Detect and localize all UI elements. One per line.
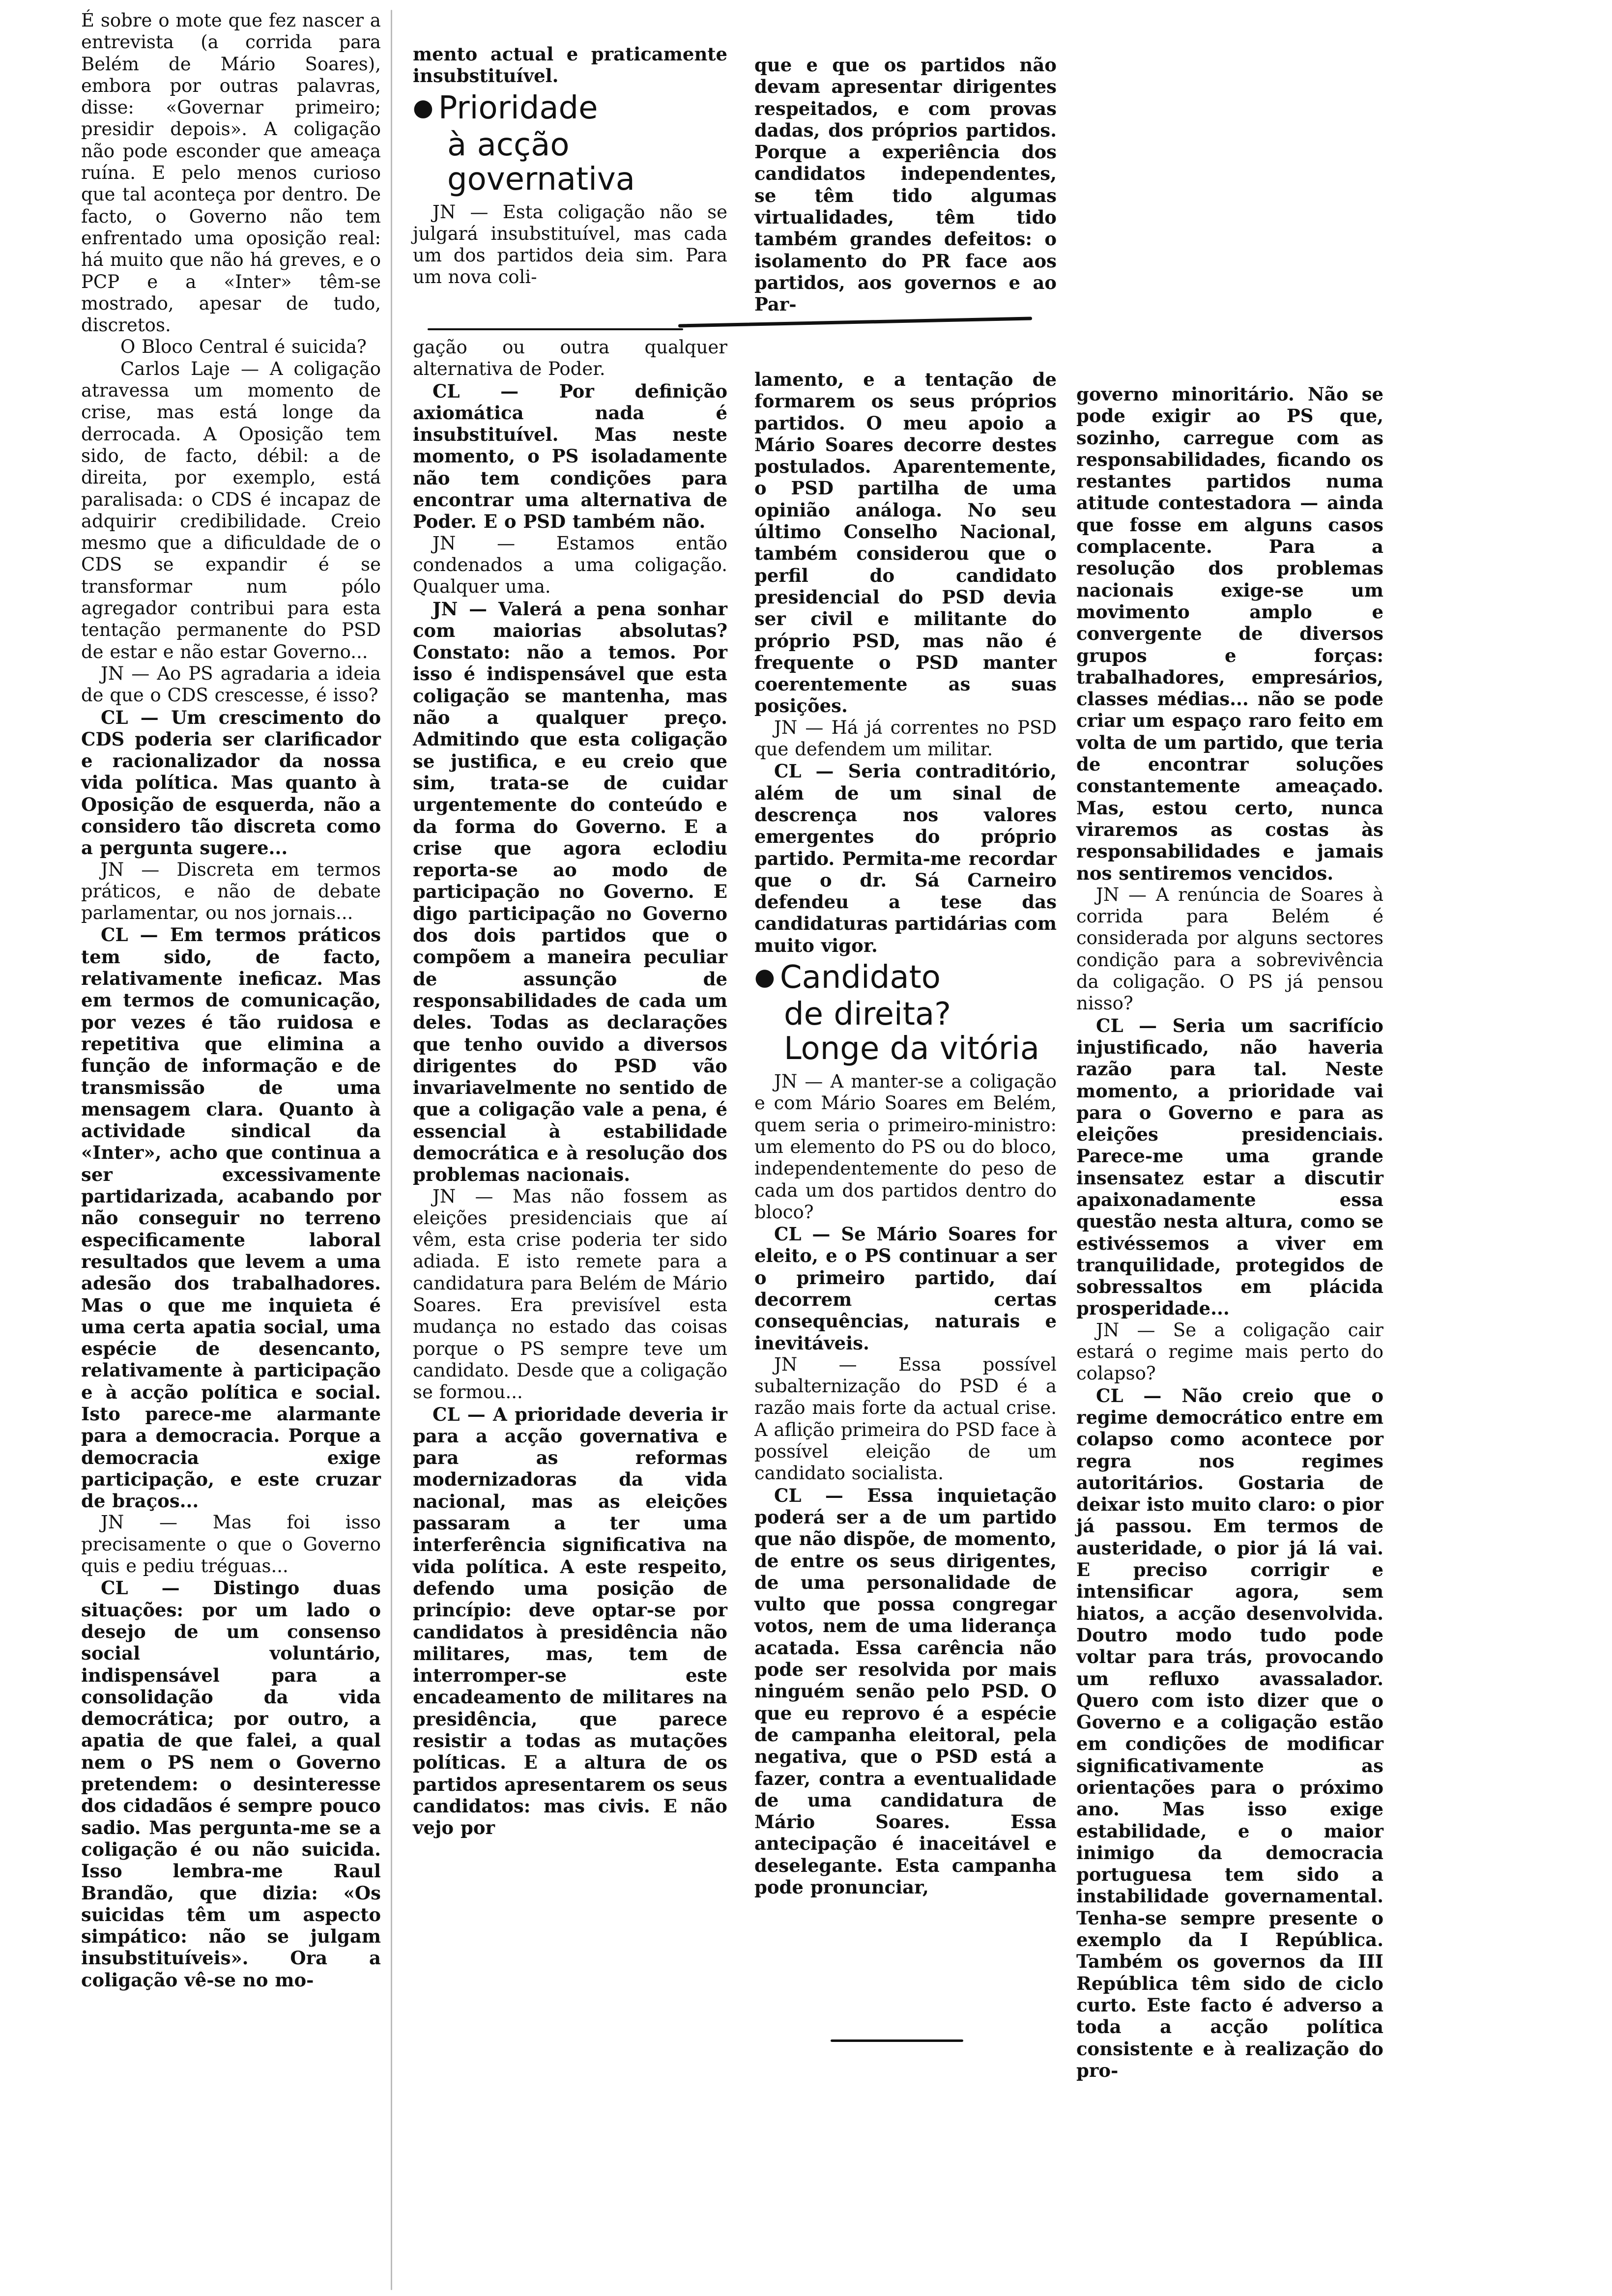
question-paragraph: JN — Se a coligação cair estará o regime mais perto do colapso?	[1076, 1319, 1383, 1384]
answer-paragraph: CL — A prioridade deveria ir para a acção governativa e para as reformas modernizadoras da vida nacional, mas as eleições passaram a ter uma interferência significativa na vida política. A este respeito, defendo uma posição de princípio: deve optar-se por candidatos à presidência não militares, mas, tem de interromper-se este encadeamento de militares na presidência, que parece resistir a todas as mutações políticas. E a altura de os partidos apresentarem os seus candidatos: mas civis. E não vejo por	[413, 1403, 727, 1839]
answer-paragraph: CL — Em termos práticos tem sido, de facto, relativamente ineficaz. Mas em termos de comunicação, por vezes é tão ruidosa e repetitiva que elimina a função de informação e de transmissão de uma mensagem clara. Quanto à actividade sindical da «Inter», acho que continua a ser excessivamente partidarizada, acabando por não conseguir no terreno especificamente laboral resultados que levem a uma adesão dos trabalhadores. Mas o que me inquieta é uma certa apatia social, uma espécie de desencanto, relativamente à participação e à acção política e social. Isto parece-me alarmante para a democracia. Porque a democracia exige participação, e este cruzar de braços...	[81, 924, 381, 1512]
answer-paragraph: CL — Distingo duas situações: por um lado o desejo de um consenso social voluntário, indispensável para a consolidação da vida democrática; por outro, a apatia de que falei, a qual nem o PS nem o Governo pretendem: o desinteresse dos cidadãos é sempre pouco sadio. Mas pergunta-me se a coligação é ou não suicida. Isso lembra-me Raul Brandão, que dizia: «Os suicidas têm um aspecto simpático: não se julgam insubstituíveis». Ora a coligação vê-se no mo-	[81, 1577, 381, 1991]
question-paragraph: JN — Estamos então condenados a uma coligação. Qualquer uma.	[413, 532, 727, 598]
column-2-top	[413, 43, 727, 288]
answer-paragraph: CL — Um crescimento do CDS poderia ser clarificador e racionalizador da nossa vida política. Mas quanto à Oposição de esquerda, não a considero tão discreta como a pergunta sugere...	[81, 706, 381, 859]
subheading-prioridade: ● Prioridade à acção governativa	[413, 89, 635, 198]
intro-paragraph: É sobre o mote que fez nascer a entrevista (a corrida para Belém de Mário Soares), embora por outras palavras, disse: «Governar primeiro; presidir depois». A coligação não pode esconder que ameaça ruína. E pelo menos curioso que tal aconteça por dentro. De facto, o Governo não tem enfrentado uma oposição real: há muito que não há greves, e o PCP e a «Inter» têm-se mostrado, apesar de tudo, discretos.	[81, 10, 381, 336]
bullet-icon: ●	[754, 963, 775, 991]
column-3	[754, 369, 1057, 1898]
section-divider	[428, 328, 683, 330]
answer-paragraph: CL — Se Mário Soares for eleito, e o PS continuar a ser o primeiro partido, daí decorrem certas consequências, naturais e inevitáveis.	[754, 1223, 1057, 1354]
continuation-paragraph: lamento, e a tentação de formarem os seus próprios partidos. O meu apoio a Mário Soares decorre destes postulados. Aparentemente, o PSD partilha de uma opinião análoga. No seu último Conselho Nacional, também considerou que o perfil do candidato presidencial do PSD devia ser civil e militante do próprio PSD, mas não é frequente o PSD manter coerentemente as suas posições.	[754, 369, 1057, 717]
column-1	[81, 10, 381, 1991]
column-3-top	[754, 54, 1057, 316]
question-paragraph: JN — Discreta em termos práticos, e não de debate parlamentar, ou nos jornais...	[81, 859, 381, 924]
answer-paragraph: CL — Não creio que o regime democrático entre em colapso como acontece por regra nos regimes autoritários. Gostaria de deixar isto muito claro: o pior já passou. Em termos de austeridade, o pior já lá vai. E preciso corrigir e intensificar agora, sem hiatos, a acção desenvolvida. Doutro modo tudo pode voltar para trás, provocando um refluxo avassalador. Quero com isto dizer que o Governo e a coligação estão em condições de modificar significativamente as orientações para o próximo ano. Mas isso exige estabilidade, e o maior inimigo da democracia portuguesa tem sido a instabilidade governamental. Tenha-se sempre presente o exemplo da I República. Também os governos da III República têm sido de ciclo curto. Este facto é adverso a toda a acção política consistente e à realização do pro-	[1076, 1384, 1383, 2081]
continuation-paragraph: que e que os partidos não devam apresentar dirigentes respeitados, e com provas dadas, dos próprios partidos. Porque a experiência dos candidatos independentes, se têm tido algumas virtualidades, têm tido também grandes defeitos: o isolamento do PR face aos partidos, aos governos e ao Par-	[754, 54, 1057, 316]
question-bloco-central: O Bloco Central é suicida?	[120, 336, 367, 358]
answer-paragraph: JN — Valerá a pena sonhar com maiorias absolutas? Constato: não a temos. Por isso é indispensável que esta coligação se mantenha, mas não a qualquer preço. Admitindo que esta coligação se justifica, e eu creio que sim, trata-se de cuidar urgentemente do conteúdo e da forma do Governo. E a crise que agora eclodiu reporta-se ao modo de participação no Governo. E digo participação no Governo dos dois partidos que o compõem a maneira peculiar de assunção de responsabilidades de cada um deles. Todas as declarações que tenho ouvido a diversos dirigentes do PSD vão invariavelmente no sentido de que a coligação vale a pena, é essencial à estabilidade democrática e à resolução dos problemas nacionais.	[413, 598, 727, 1186]
continuation-paragraph: gação ou outra qualquer alternativa de Poder.	[413, 337, 727, 380]
question-paragraph: JN — A renúncia de Soares à corrida para Belém é considerada por alguns sectores condição para a sobrevivência da coligação. O PS já pensou nisso?	[1076, 884, 1383, 1014]
question-paragraph: JN — Ao PS agradaria a ideia de que o CDS crescesse, é isso?	[81, 662, 381, 706]
bullet-icon: ●	[413, 93, 433, 121]
question-paragraph: JN — Essa possível subalternização do PSD é a razão mais forte da actual crise. A aflição primeira do PSD face à possível eleição de um candidato socialista.	[754, 1353, 1057, 1484]
answer-paragraph: Carlos Laje — A coligação atravessa um momento de crise, mas está longe da derrocada. A Oposição tem sido, de facto, débil: a de direita, por exemplo, está paralisada: o CDS é incapaz de adquirir credibilidade. Creio mesmo que a dificuldade de o CDS se expandir é se transformar num pólo agregador contribui para esta tentação permanente do PSD de estar e não estar Governo...	[81, 358, 381, 662]
question-paragraph: JN — A manter-se a coligação e com Mário Soares em Belém, quem seria o primeiro-ministro: um elemento do PS ou do bloco, independentemente do peso de cada um dos partidos dentro do bloco?	[754, 1071, 1057, 1223]
continuation-paragraph: mento actual e praticamente insubstituível.	[413, 43, 727, 87]
column-2	[413, 337, 727, 1838]
question-paragraph: JN — Esta coligação não se julgará insubstituível, mas cada um dos partidos deia sim. Para um nova coli-	[413, 201, 727, 288]
column-divider	[391, 10, 392, 2290]
question-paragraph: JN — Mas foi isso precisamente o que o Governo quis e pediu tréguas...	[81, 1512, 381, 1577]
continuation-paragraph: governo minoritário. Não se pode exigir ao PS que, sozinho, carregue com as responsabilidades, ficando os restantes partidos numa atitude contestadora — ainda que fosse em alguns casos complacente. Para a resolução dos problemas nacionais exige-se um movimento amplo e convergente de diversos grupos e forças: trabalhadores, empresários, classes médias... não se pode criar um espaço raro feito em volta de um partido, que teria de encontrar soluções constantemente ameaçado. Mas, estou certo, nunca viraremos as costas às responsabilidades e jamais nos sentiremos vencidos.	[1076, 383, 1383, 884]
column-4	[1076, 383, 1383, 2081]
answer-paragraph: CL — Seria contraditório, além de um sinal de descrença nos valores emergentes do próprio partido. Permita-me recordar que o dr. Sá Carneiro defendeu a tese das candidaturas partidárias com muito vigor.	[754, 760, 1057, 956]
answer-paragraph: CL — Essa inquietação poderá ser a de um partido que não dispõe, de momento, de entre os seus dirigentes, de uma personalidade de vulto que possa congregar votos, nem de uma liderança acatada. Essa carência não pode ser resolvida por mais ninguém senão pelo PSD. O que eu reprovo é a espécie de campanha eleitoral, pela negativa, que o PSD está a fazer, contra a eventualidade de uma candidatura de Mário Soares. Essa antecipação é inaceitável e deselegante. Esta campanha pode pronunciar,	[754, 1484, 1057, 1898]
answer-paragraph: CL — Por definição axiomática nada é insubstituível. Mas neste momento, o PS isoladamente não tem condições para encontrar uma alternativa de Poder. E o PSD também não.	[413, 380, 727, 533]
answer-paragraph: CL — Seria um sacrifício injustificado, não haveria razão para tal. Neste momento, a prioridade vai para o Governo e para as eleições presidenciais. Parece-me uma grande insensatez estar a discutir apaixonadamente essa questão nesta altura, como se estivéssemos a viver em tranquilidade, protegidos de sobressaltos em plácida prosperidade...	[1076, 1014, 1383, 1320]
end-rule	[831, 2039, 963, 2042]
question-paragraph: JN — Mas não fossem as eleições presidenciais que aí vêm, esta crise poderia ter sido adiada. E isto remete para a candidatura para Belém de Mário Soares. Era previsível esta mudança no estado das coisas porque o PS sempre teve um candidato. Desde que a coligação se formou...	[413, 1185, 727, 1403]
subheading-candidato: ● Candidato de direita? Longe da vitória	[754, 959, 1039, 1067]
section-divider	[678, 316, 1032, 327]
question-paragraph: JN — Há já correntes no PSD que defendem um militar.	[754, 717, 1057, 760]
